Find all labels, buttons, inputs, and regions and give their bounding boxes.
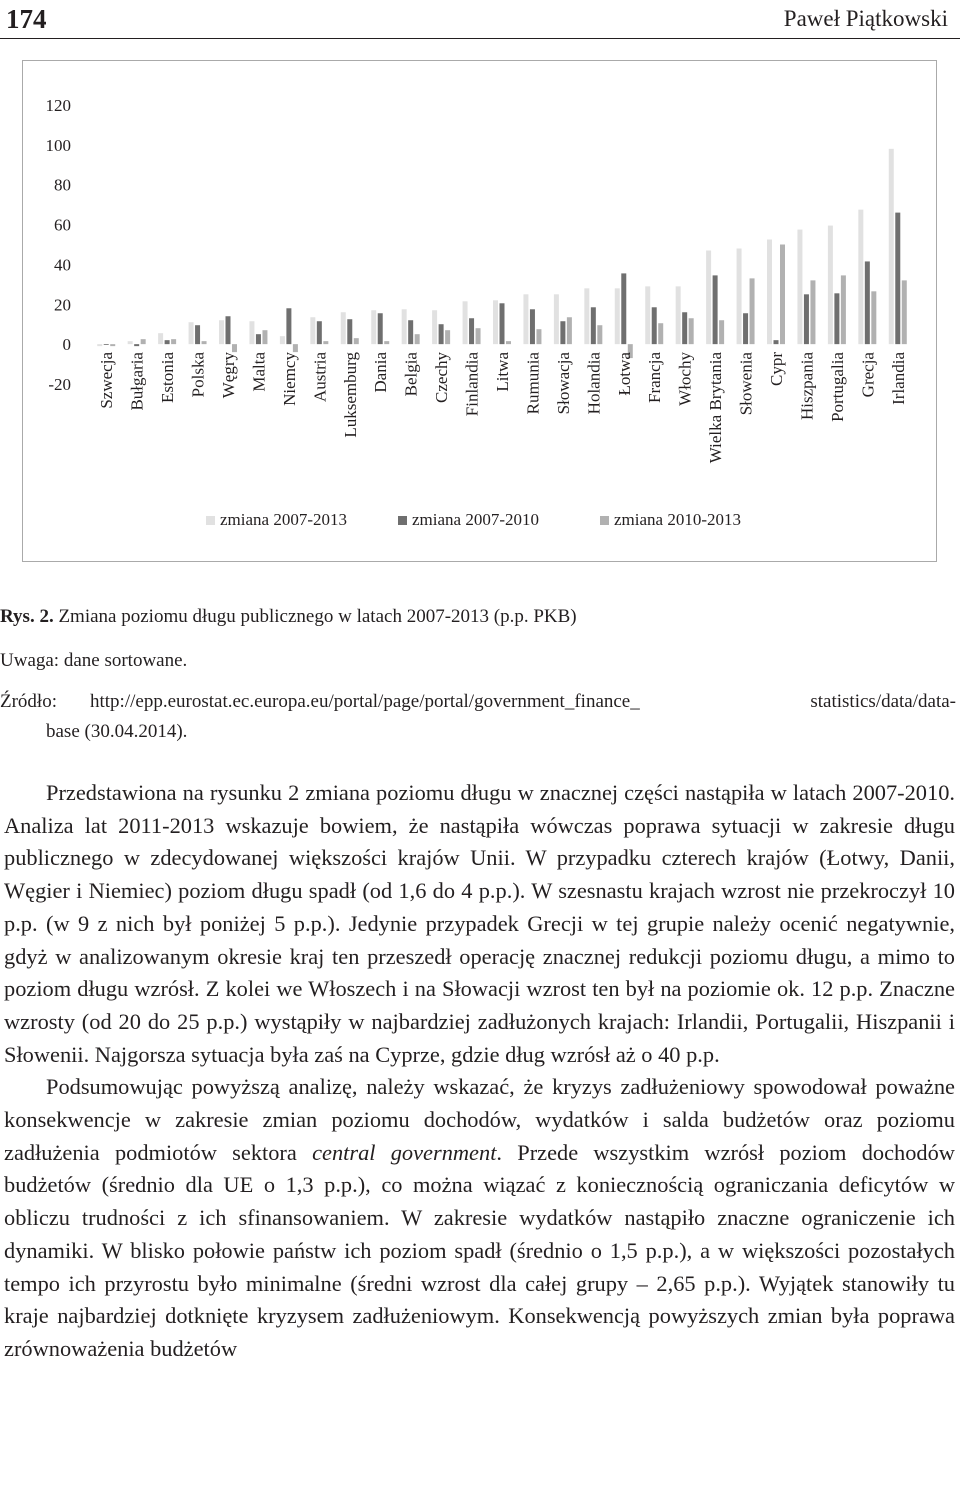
x-tick-label: Litwa	[493, 352, 512, 392]
bar-zmiana-2007-2010-finlandia	[469, 318, 474, 344]
x-tick-label: Austria	[310, 352, 330, 403]
bar-zmiana-2007-2010-dania	[378, 313, 383, 344]
page-number: 174	[6, 4, 47, 34]
x-tick-label: Grecja	[858, 352, 878, 398]
bar-zmiana-2010-2013-niemcy	[293, 344, 298, 352]
running-head-author: Paweł Piątkowski	[783, 6, 948, 31]
paragraph-2	[4, 1071, 955, 1365]
x-tick-label: Holandia	[584, 352, 604, 415]
bar-zmiana-2010-2013-finlandia	[476, 328, 481, 344]
bar-zmiana-2010-2013-rumunia	[536, 329, 541, 344]
bar-zmiana-2007-2010-austria	[317, 321, 322, 344]
x-tick-label: Finlandia	[462, 352, 482, 417]
bar-zmiana-2010-2013-litwa	[506, 341, 511, 344]
figure-title	[0, 606, 577, 628]
bar-zmiana-2010-2013-estonia	[171, 339, 176, 344]
bar-zmiana-2007-2010-slowacja	[560, 321, 565, 344]
bar-zmiana-2007-2010-litwa	[500, 303, 505, 344]
bar-zmiana-2010-2013-malta	[262, 330, 267, 344]
bar-chart	[23, 61, 936, 561]
bar-zmiana-2007-2010-rumunia	[530, 309, 535, 344]
source-label: Źródło:	[0, 691, 57, 712]
bar-zmiana-2007-2010-luksemburg	[347, 319, 352, 344]
bar-zmiana-2007-2010-malta	[256, 334, 261, 344]
bar-zmiana-2007-2013-portugalia	[828, 226, 833, 345]
x-tick-label: Bułgaria	[127, 352, 147, 411]
x-tick-label: Hiszpania	[797, 352, 817, 420]
bar-zmiana-2010-2013-francja	[658, 323, 663, 344]
bar-zmiana-2007-2010-irlandia	[895, 213, 900, 345]
bar-zmiana-2007-2013-belgia	[402, 309, 407, 344]
y-tick-label: 60	[54, 215, 71, 235]
bar-zmiana-2007-2013-hiszpania	[797, 230, 802, 345]
bar-zmiana-2010-2013-wlochy	[689, 318, 694, 344]
x-tick-label: Słowacja	[553, 352, 573, 415]
bar-zmiana-2010-2013-irlandia	[902, 280, 907, 344]
figure-label: Rys. 2.	[0, 606, 54, 627]
bar-zmiana-2007-2013-bulgaria	[128, 341, 133, 344]
x-tick-label: Portugalia	[827, 352, 847, 422]
x-tick-label: Dania	[371, 352, 391, 393]
y-tick-label: 100	[45, 135, 71, 155]
x-tick-label: Cypr	[767, 352, 786, 386]
x-tick-label: Belgia	[401, 352, 421, 397]
y-tick-label: 20	[54, 295, 71, 315]
legend-swatch-zmiana-2007-2013	[206, 516, 215, 525]
x-tick-label: Łotwa	[614, 352, 634, 396]
bar-zmiana-2010-2013-wielka-brytania	[719, 320, 724, 344]
bar-zmiana-2007-2013-irlandia	[889, 149, 894, 344]
figure-note: Uwaga: dane sortowane.	[0, 650, 188, 671]
bar-zmiana-2010-2013-polska	[202, 341, 207, 344]
bar-zmiana-2007-2010-holandia	[591, 307, 596, 344]
paragraph-2-part-1: Podsumowując powyższą analizę, należy wskazać, że kryzys zadłużeniowy spowodował poważne konsekwencje w zakresie zmian poziomu dochodów, wydatków i salda budżetów oraz poziomu zadłużenia podmiotów sektora	[4, 1074, 955, 1165]
bar-zmiana-2007-2013-litwa	[493, 300, 498, 344]
bar-zmiana-2010-2013-wegry	[232, 344, 237, 352]
bar-zmiana-2007-2010-grecja	[865, 261, 870, 344]
paragraph-2-italic: central government	[312, 1139, 497, 1165]
bar-zmiana-2007-2013-holandia	[584, 288, 589, 344]
bar-zmiana-2007-2013-luksemburg	[341, 312, 346, 344]
legend-swatch-zmiana-2010-2013	[600, 516, 609, 525]
bar-zmiana-2007-2010-polska	[195, 325, 200, 344]
bar-zmiana-2007-2010-portugalia	[834, 293, 839, 344]
bar-zmiana-2007-2013-lotwa	[615, 288, 620, 344]
header-rule	[0, 38, 960, 39]
paragraph-2-part-2: . Przede wszystkim wzrósł poziom dochodów budżetów (średnio dla UE o 1,3 p.p.), co można wiązać z koniecznością ograniczania deficytów w obliczu trudności z ich sfinansowaniem. W zakresie wydatków nastąpiło znaczne ograniczenie ich dynamiki. W blisko połowie państw ich poziom spadł (średnio o 1,5 p.p.), a w większości pozostałych tempo ich przyrostu było minimalne (średni wzrost dla całej grupy – 2,65 p.p.). Wyjątek stanowiły tu kraje najbardziej dotknięte kryzysem zadłużeniowym. Konsekwencją powyższych zmian była poprawa zrównoważenia budżetów	[4, 1139, 955, 1361]
y-tick-label: 40	[54, 255, 71, 275]
x-tick-label: Rumunia	[523, 352, 543, 415]
bar-zmiana-2007-2013-francja	[645, 286, 650, 344]
bar-zmiana-2007-2013-niemcy	[280, 336, 285, 344]
bar-zmiana-2007-2010-niemcy	[286, 308, 291, 344]
bar-zmiana-2010-2013-belgia	[415, 334, 420, 344]
bar-zmiana-2010-2013-dania	[384, 341, 389, 344]
bar-zmiana-2010-2013-cypr	[780, 245, 785, 345]
x-tick-label: Czechy	[432, 352, 452, 403]
bar-zmiana-2010-2013-slowacja	[567, 317, 572, 344]
legend-label: zmiana 2007-2013	[220, 510, 347, 529]
bar-zmiana-2007-2010-wielka-brytania	[713, 275, 718, 344]
bar-zmiana-2007-2010-czechy	[439, 324, 444, 344]
x-tick-label: Estonia	[158, 352, 178, 403]
bar-zmiana-2007-2010-bulgaria	[134, 344, 139, 346]
legend-swatch-zmiana-2007-2010	[398, 516, 407, 525]
bar-zmiana-2007-2013-slowenia	[737, 248, 742, 344]
bar-zmiana-2007-2013-malta	[249, 321, 254, 344]
legend-label: zmiana 2007-2010	[412, 510, 539, 529]
x-tick-label: Niemcy	[279, 352, 299, 406]
chart-frame	[22, 60, 937, 562]
x-tick-label: Francja	[645, 352, 665, 403]
y-tick-label: 0	[62, 335, 71, 355]
bar-zmiana-2007-2010-francja	[652, 307, 657, 344]
bar-zmiana-2007-2013-estonia	[158, 333, 163, 344]
x-tick-label: Włochy	[675, 352, 695, 406]
bar-zmiana-2007-2010-estonia	[165, 340, 170, 344]
bar-zmiana-2010-2013-holandia	[597, 325, 602, 344]
source-url: http://epp.eurostat.ec.europa.eu/portal/page/portal/government_finance_ statistics/data/data-	[90, 691, 956, 712]
x-tick-label: Luksemburg	[340, 352, 360, 438]
bar-zmiana-2007-2013-szwecja	[97, 344, 102, 346]
bar-zmiana-2007-2010-lotwa	[621, 273, 626, 344]
y-tick-label: -20	[48, 375, 71, 394]
bar-zmiana-2007-2013-rumunia	[523, 294, 528, 344]
bar-zmiana-2007-2013-wlochy	[676, 286, 681, 344]
x-tick-label: Słowenia	[736, 352, 756, 416]
x-tick-label: Polska	[188, 352, 208, 398]
bar-zmiana-2010-2013-portugalia	[841, 275, 846, 344]
bar-zmiana-2010-2013-bulgaria	[141, 339, 146, 344]
bar-zmiana-2010-2013-szwecja	[110, 344, 115, 346]
bar-zmiana-2010-2013-grecja	[871, 291, 876, 344]
bar-zmiana-2007-2013-grecja	[858, 210, 863, 345]
bar-zmiana-2007-2010-szwecja	[104, 344, 109, 345]
bar-zmiana-2007-2013-dania	[371, 310, 376, 344]
bar-zmiana-2007-2013-slowacja	[554, 294, 559, 344]
bar-zmiana-2007-2013-polska	[189, 322, 194, 344]
bar-zmiana-2010-2013-czechy	[445, 330, 450, 344]
x-tick-label: Szwecja	[97, 352, 117, 409]
bar-zmiana-2007-2010-wlochy	[682, 312, 687, 344]
bar-zmiana-2007-2010-hiszpania	[804, 294, 809, 344]
bar-zmiana-2007-2010-cypr	[774, 340, 779, 344]
y-tick-label: 80	[54, 175, 71, 195]
x-tick-label: Malta	[249, 352, 269, 392]
y-tick-label: 120	[45, 96, 71, 115]
source-url-continuation: base (30.04.2014).	[46, 721, 188, 742]
bar-zmiana-2010-2013-luksemburg	[354, 338, 359, 344]
x-tick-label: Irlandia	[888, 352, 908, 405]
x-tick-label: Węgry	[219, 352, 238, 399]
bar-zmiana-2007-2013-czechy	[432, 310, 437, 344]
x-tick-label: Wielka Brytania	[706, 352, 726, 464]
bar-zmiana-2010-2013-austria	[323, 341, 328, 344]
bar-zmiana-2007-2010-belgia	[408, 320, 413, 344]
paragraph-1: Przedstawiona na rysunku 2 zmiana poziomu długu w znacznej części nastąpiła w latach 2007-2010. Analiza lat 2011-2013 wskazuje bowiem, że nastąpiła wówczas poprawa sytuacji w zakresie długu publicznego w zdecydowanej większości krajów Unii. W przypadku czterech krajów (Łotwy, Danii, Węgier i Niemiec) poziom długu spadł (od 1,6 do 4 p.p.). W szesnastu krajach wzrost nie przekroczył 10 p.p. (w 9 z nich był poniżej 5 p.p.). Jedynie przypadek Grecji w tej grupie należy ocenić negatywnie, gdyż w analizowanym okresie kraj ten przeszedł operację znacznej redukcji poziomu długu, a mimo to poziom długu wzrósł. Z kolei we Włoszech i na Słowacji wzrost ten był na poziomie ok. 12 p.p. Znaczne wzrosty (od 20 do 25 p.p.) wystąpiły w najbardziej zadłużonych krajach: Irlandii, Portugalii, Hiszpanii i Słowenii. Najgorsza sytuacja była zaś na Cyprze, gdzie dług wzrósł aż o 40 p.p.	[4, 780, 955, 1067]
bar-zmiana-2007-2013-wegry	[219, 320, 224, 344]
bar-zmiana-2007-2010-wegry	[226, 316, 231, 344]
figure-title-text: Zmiana poziomu długu publicznego w latach 2007-2013 (p.p. PKB)	[58, 606, 577, 627]
body-text	[4, 777, 955, 1366]
bar-zmiana-2007-2013-finlandia	[463, 301, 468, 344]
bar-zmiana-2010-2013-hiszpania	[810, 280, 815, 344]
legend-label: zmiana 2010-2013	[614, 510, 741, 529]
bar-zmiana-2007-2013-cypr	[767, 240, 772, 345]
bar-zmiana-2007-2010-slowenia	[743, 313, 748, 344]
bar-zmiana-2007-2013-wielka-brytania	[706, 250, 711, 344]
bar-zmiana-2007-2013-austria	[310, 317, 315, 344]
bar-zmiana-2010-2013-slowenia	[750, 278, 755, 344]
